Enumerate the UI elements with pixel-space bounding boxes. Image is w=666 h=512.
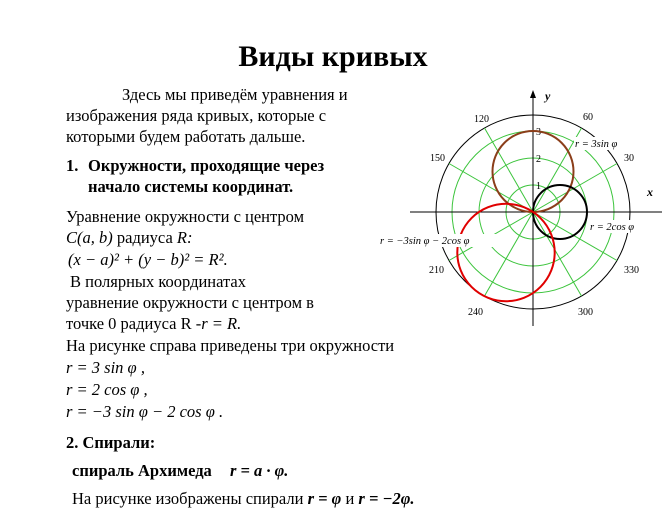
angle-300: 300: [578, 307, 593, 318]
polar-math: -r = R.: [195, 314, 242, 333]
section2-heading: 2. Спирали:: [66, 433, 156, 452]
polar-line-3: [66, 313, 241, 334]
spiral-1: r = φ: [307, 489, 342, 508]
polar-line-1: В полярных координатах: [70, 272, 247, 291]
center-math: C(a, b): [66, 228, 113, 247]
section1-heading-2: начало системы координат.: [88, 177, 294, 196]
circle-equation: (x − a)² + (y − b)² = R².: [68, 250, 228, 269]
archimedes-line: [72, 460, 288, 481]
spirals-and: и: [341, 489, 359, 508]
section1-heading-1: Окружности, проходящие через: [88, 156, 325, 175]
angle-240: 240: [468, 307, 483, 318]
equation-cos: r = 2 cos φ ,: [66, 380, 148, 399]
radial-ticks: [536, 127, 541, 192]
spirals-line: [72, 488, 415, 509]
archimedes-label: спираль Архимеда: [72, 461, 212, 480]
tick-1: 1: [536, 181, 541, 192]
intro-line-2: изображения ряда кривых, которые с: [66, 106, 327, 125]
equation-combo: r = −3 sin φ − 2 cos φ .: [66, 402, 224, 421]
angle-60: 60: [583, 112, 593, 123]
archimedes-formula: r = a · φ.: [229, 461, 289, 480]
angle-30: 30: [624, 153, 634, 164]
page-title: Виды кривых: [238, 40, 428, 73]
intro-line-3: которыми будем работать дальше.: [66, 127, 306, 146]
angle-330: 330: [624, 265, 639, 276]
spirals-text: На рисунке изображены спирали: [72, 489, 308, 508]
equation-sin: r = 3 sin φ ,: [66, 358, 145, 377]
circle-combo: [457, 204, 554, 301]
tick-3: 3: [536, 127, 541, 138]
circles: [457, 131, 587, 301]
label-combo: r = −3sin φ − 2cos φ: [380, 236, 470, 247]
angle-120: 120: [474, 114, 489, 125]
tick-2: 2: [536, 154, 541, 165]
circle-equation-intro: Уравнение окружности с центром: [66, 207, 305, 226]
polar-circles-figure: [370, 82, 666, 336]
label-2cos: r = 2cos φ: [590, 222, 635, 233]
polar-line-2: уравнение окружности с центром в: [66, 293, 314, 312]
y-axis-arrow: [530, 90, 536, 98]
angle-210: 210: [429, 265, 444, 276]
angle-150: 150: [430, 153, 445, 164]
intro-line-1: Здесь мы приведём уравнения и: [122, 85, 348, 104]
figure-note: На рисунке справа приведены три окружности: [66, 336, 395, 355]
polar-text: точке 0 радиуса R: [66, 314, 196, 333]
section1-number: 1.: [66, 156, 79, 175]
y-axis-label: y: [545, 89, 551, 103]
circle-center-line: [66, 227, 192, 248]
x-axis-label: x: [647, 185, 653, 199]
label-3sin: r = 3sin φ: [575, 139, 618, 150]
curve-labels: [379, 137, 657, 247]
spiral-2: r = −2φ.: [358, 489, 415, 508]
radius-symbol: R:: [176, 228, 193, 247]
radius-text: радиуса: [112, 228, 177, 247]
